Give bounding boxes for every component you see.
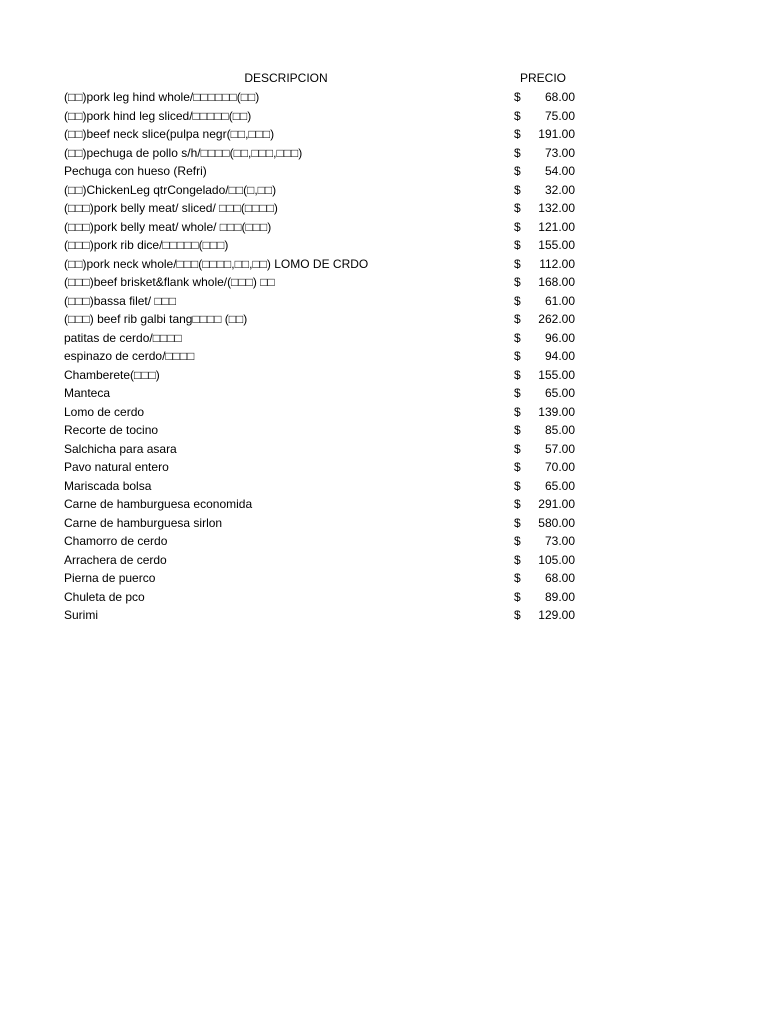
description-column-header: DESCRIPCION bbox=[244, 71, 328, 85]
currency-symbol: $ bbox=[514, 238, 521, 252]
price-row bbox=[0, 459, 768, 477]
price-row bbox=[0, 441, 768, 459]
item-description: Lomo de cerdo bbox=[64, 404, 145, 419]
item-description: Salchicha para asara bbox=[64, 441, 177, 456]
item-price: 73.00 bbox=[544, 145, 575, 160]
item-price: 129.00 bbox=[538, 608, 575, 622]
item-price: 580.00 bbox=[538, 515, 575, 530]
currency-symbol: $ bbox=[514, 552, 521, 567]
currency-symbol: $ bbox=[514, 478, 521, 493]
item-description: Pierna de puerco bbox=[64, 571, 156, 585]
price-row bbox=[0, 589, 768, 607]
item-description: Chamberete(□□□) bbox=[64, 367, 160, 382]
item-description: espinazo de cerdo/□□□□ bbox=[64, 349, 195, 363]
item-price: 65.00 bbox=[544, 386, 575, 400]
item-price: 155.00 bbox=[538, 238, 575, 252]
item-price: 139.00 bbox=[538, 404, 575, 419]
item-price: 105.00 bbox=[538, 552, 575, 567]
price-row bbox=[0, 89, 768, 107]
item-description: (□□□)pork belly meat/ whole/ □□□(□□□) bbox=[64, 219, 272, 234]
currency-symbol: $ bbox=[514, 349, 521, 363]
item-description: Recorte de tocino bbox=[64, 423, 159, 437]
price-row bbox=[0, 330, 768, 348]
currency-symbol: $ bbox=[514, 90, 521, 104]
item-description: (□□)pork neck whole/□□□(□□□□,□□,□□) LOMO DE CRDO bbox=[64, 256, 369, 271]
item-price: 32.00 bbox=[544, 182, 575, 197]
item-description: Manteca bbox=[64, 386, 111, 400]
item-description: (□□□)bassa filet/ □□□ bbox=[64, 293, 177, 308]
item-price: 132.00 bbox=[538, 201, 575, 215]
price-row bbox=[0, 256, 768, 274]
currency-symbol: $ bbox=[514, 145, 521, 160]
currency-symbol: $ bbox=[514, 330, 521, 345]
currency-symbol: $ bbox=[514, 497, 521, 511]
item-description: (□□□)beef brisket&flank whole/(□□□) □□ bbox=[64, 275, 275, 289]
item-price: 73.00 bbox=[544, 534, 575, 548]
price-row bbox=[0, 496, 768, 514]
price-row bbox=[0, 219, 768, 237]
currency-symbol: $ bbox=[514, 534, 521, 548]
currency-symbol: $ bbox=[514, 515, 521, 530]
price-row bbox=[0, 200, 768, 218]
item-price: 54.00 bbox=[544, 164, 575, 178]
item-price: 191.00 bbox=[538, 127, 575, 141]
currency-symbol: $ bbox=[514, 127, 521, 141]
item-price: 168.00 bbox=[538, 275, 575, 289]
item-description: Arrachera de cerdo bbox=[64, 552, 167, 567]
price-row bbox=[0, 404, 768, 422]
price-row bbox=[0, 422, 768, 440]
price-row bbox=[0, 478, 768, 496]
price-row bbox=[0, 607, 768, 625]
price-row bbox=[0, 385, 768, 403]
item-description: patitas de cerdo/□□□□ bbox=[64, 330, 182, 345]
item-description: (□□□)pork belly meat/ sliced/ □□□(□□□□) bbox=[64, 201, 278, 215]
price-row bbox=[0, 145, 768, 163]
item-description: (□□)ChickenLeg qtrCongelado/□□(□,□□) bbox=[64, 182, 277, 197]
currency-symbol: $ bbox=[514, 589, 521, 604]
item-price: 75.00 bbox=[544, 108, 575, 123]
price-row bbox=[0, 237, 768, 255]
item-price: 70.00 bbox=[544, 460, 575, 474]
currency-symbol: $ bbox=[514, 423, 521, 437]
item-price: 57.00 bbox=[544, 441, 575, 456]
item-price: 112.00 bbox=[539, 256, 575, 271]
price-row bbox=[0, 182, 768, 200]
item-description: Mariscada bolsa bbox=[64, 478, 152, 493]
item-price: 94.00 bbox=[544, 349, 575, 363]
price-row bbox=[0, 293, 768, 311]
item-price: 291.00 bbox=[538, 497, 575, 511]
price-row bbox=[0, 348, 768, 366]
item-description: (□□)beef neck slice(pulpa negr(□□,□□□) bbox=[64, 127, 275, 141]
currency-symbol: $ bbox=[514, 386, 521, 400]
currency-symbol: $ bbox=[514, 460, 521, 474]
currency-symbol: $ bbox=[514, 571, 521, 585]
item-price: 262.00 bbox=[538, 312, 575, 326]
price-row bbox=[0, 570, 768, 588]
currency-symbol: $ bbox=[514, 256, 521, 271]
currency-symbol: $ bbox=[514, 404, 521, 419]
item-description: Surimi bbox=[64, 608, 99, 622]
item-price: 96.00 bbox=[544, 330, 575, 345]
price-row bbox=[0, 126, 768, 144]
item-description: (□□)pork leg hind whole/□□□□□□(□□) bbox=[64, 90, 260, 104]
item-description: Carne de hamburguesa economida bbox=[64, 497, 253, 511]
price-row bbox=[0, 515, 768, 533]
currency-symbol: $ bbox=[514, 182, 521, 197]
item-description: Carne de hamburguesa sirlon bbox=[64, 515, 223, 530]
item-description: Pechuga con hueso (Refri) bbox=[64, 164, 207, 178]
item-price: 85.00 bbox=[544, 423, 575, 437]
item-price: 68.00 bbox=[544, 90, 575, 104]
currency-symbol: $ bbox=[514, 219, 521, 234]
item-description: (□□)pechuga de pollo s/h/□□□□(□□,□□□,□□□) bbox=[64, 145, 303, 160]
price-row bbox=[0, 274, 768, 292]
price-row bbox=[0, 311, 768, 329]
price-row bbox=[0, 163, 768, 181]
currency-symbol: $ bbox=[514, 608, 521, 622]
item-description: Chamorro de cerdo bbox=[64, 534, 168, 548]
price-column-header: PRECIO bbox=[519, 71, 566, 85]
item-price: 89.00 bbox=[544, 589, 575, 604]
item-description: (□□)pork hind leg sliced/□□□□□(□□) bbox=[64, 108, 252, 123]
item-price: 121.00 bbox=[538, 219, 575, 234]
currency-symbol: $ bbox=[514, 275, 521, 289]
currency-symbol: $ bbox=[514, 312, 521, 326]
item-description: (□□□) beef rib galbi tang□□□□ (□□) bbox=[64, 312, 248, 326]
price-row bbox=[0, 552, 768, 570]
item-price: 65.00 bbox=[544, 478, 575, 493]
item-description: Pavo natural entero bbox=[64, 460, 169, 474]
item-description: (□□□)pork rib dice/□□□□□(□□□) bbox=[64, 238, 229, 252]
item-description: Chuleta de pco bbox=[64, 589, 145, 604]
price-row bbox=[0, 367, 768, 385]
currency-symbol: $ bbox=[514, 441, 521, 456]
price-row bbox=[0, 108, 768, 126]
currency-symbol: $ bbox=[514, 293, 521, 308]
currency-symbol: $ bbox=[514, 367, 521, 382]
currency-symbol: $ bbox=[514, 201, 521, 215]
item-price: 155.00 bbox=[538, 367, 575, 382]
item-price: 61.00 bbox=[544, 293, 575, 308]
currency-symbol: $ bbox=[514, 108, 521, 123]
currency-symbol: $ bbox=[514, 164, 521, 178]
price-row bbox=[0, 533, 768, 551]
item-price: 68.00 bbox=[544, 571, 575, 585]
